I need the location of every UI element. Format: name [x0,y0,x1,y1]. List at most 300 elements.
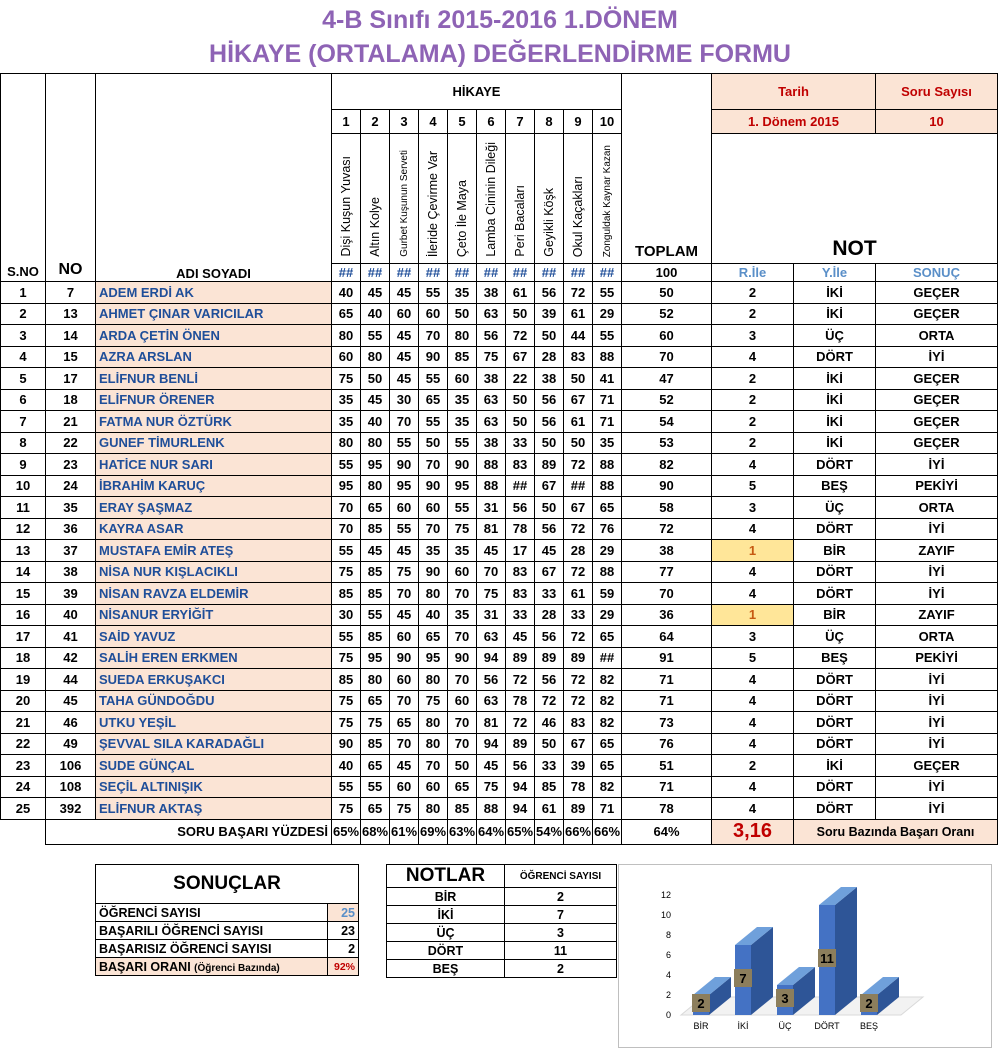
score-cell: 94 [477,647,506,669]
score-cell: 85 [535,776,564,798]
r-ile-cell: 4 [712,798,794,820]
r-ile-cell: 2 [712,432,794,454]
no-cell: 24 [46,475,96,497]
question-number: 9 [564,110,593,134]
score-cell: 65 [448,776,477,798]
score-cell: 50 [506,389,535,411]
chart-svg [619,865,991,1047]
toplam-cell: 71 [622,669,712,691]
score-cell: 28 [535,346,564,368]
name-cell: SUDE GÜNÇAL [96,755,332,777]
score-cell: 65 [593,755,622,777]
sno-cell: 24 [1,776,46,798]
score-cell: 45 [477,755,506,777]
score-cell: 45 [477,540,506,562]
score-cell: 80 [419,669,448,691]
score-cell: 90 [448,454,477,476]
y-ile-cell: İKİ [794,755,876,777]
score-cell: 75 [332,798,361,820]
toplam-max: 100 [622,264,712,282]
score-cell: ## [564,475,593,497]
y-ile-cell: ÜÇ [794,626,876,648]
max-mark: ## [564,264,593,282]
score-cell: ## [593,647,622,669]
name-cell: HATİCE NUR SARI [96,454,332,476]
toplam-cell: 76 [622,733,712,755]
score-cell: 28 [535,604,564,626]
sonuc-cell: İYİ [876,712,998,734]
score-cell: 85 [361,583,390,605]
score-cell: 45 [390,755,419,777]
story-title: Dişi Kuşun Yuvası [332,134,361,264]
page-subtitle: HİKAYE (ORTALAMA) DEĞERLENDİRME FORMU [209,40,791,68]
score-cell: 72 [506,712,535,734]
score-cell: 95 [419,647,448,669]
r-ile-cell: 4 [712,669,794,691]
score-cell: 70 [390,583,419,605]
no-cell: 46 [46,712,96,734]
score-cell: 75 [390,561,419,583]
y-ile-cell: ÜÇ [794,497,876,519]
no-cell: 13 [46,303,96,325]
score-cell: 95 [361,647,390,669]
score-cell: 85 [448,346,477,368]
score-cell: 60 [448,561,477,583]
max-mark: ## [535,264,564,282]
y-ile-cell: İKİ [794,411,876,433]
table-row [1,411,998,433]
sno-cell: 15 [1,583,46,605]
story-title: Peri Bacaları [506,134,535,264]
score-cell: 75 [477,583,506,605]
score-cell: 88 [477,475,506,497]
score-cell: 85 [332,583,361,605]
score-cell: 81 [477,712,506,734]
score-cell: 50 [506,303,535,325]
ogrenci-sayisi-label: ÖĞRENCİ SAYISI [96,904,328,922]
sno-cell: 18 [1,647,46,669]
sonuc-cell: GEÇER [876,389,998,411]
name-cell: NİSA NUR KIŞLACIKLI [96,561,332,583]
toplam-cell: 91 [622,647,712,669]
score-cell: 70 [332,497,361,519]
notlar-row [387,960,617,978]
score-cell: 65 [593,497,622,519]
name-cell: ARDA ÇETİN ÖNEN [96,325,332,347]
score-cell: 75 [332,561,361,583]
score-cell: 33 [506,432,535,454]
score-cell: 70 [419,755,448,777]
score-cell: 67 [535,475,564,497]
score-cell: 55 [390,432,419,454]
score-cell: 80 [332,432,361,454]
question-number: 3 [390,110,419,134]
score-cell: 67 [564,497,593,519]
toplam-cell: 82 [622,454,712,476]
y-tick-label: 8 [665,930,671,940]
score-cell: 33 [506,604,535,626]
story-title: İleride Çevirme Var [419,134,448,264]
score-cell: 33 [535,583,564,605]
score-cell: 60 [390,669,419,691]
score-cell: 88 [593,561,622,583]
score-cell: 45 [535,540,564,562]
no-cell: 37 [46,540,96,562]
r-ile-cell: 2 [712,303,794,325]
score-cell: 75 [361,712,390,734]
data-label: 11 [820,951,834,966]
score-cell: 94 [506,776,535,798]
toplam-cell: 71 [622,776,712,798]
question-number: 7 [506,110,535,134]
tarih-value: 1. Dönem 2015 [712,110,876,134]
score-cell: 50 [564,368,593,390]
table-row [1,647,998,669]
table-row [1,626,998,648]
sonuc-cell: İYİ [876,690,998,712]
score-cell: 75 [390,798,419,820]
story-title: Gurbet Kuşunun Serveti [390,134,419,264]
score-cell: 30 [332,604,361,626]
score-cell: 63 [477,690,506,712]
score-cell: 55 [332,626,361,648]
story-title: Zonguldak Kaynar Kazan [593,134,622,264]
no-cell: 41 [46,626,96,648]
score-cell: 80 [448,325,477,347]
notlar-label: BEŞ [387,960,505,978]
sno-cell: 20 [1,690,46,712]
y-ile-cell: DÖRT [794,561,876,583]
score-cell: 38 [477,368,506,390]
score-cell: 78 [506,518,535,540]
score-cell: 45 [390,346,419,368]
score-cell: 75 [332,368,361,390]
y-ile-cell: İKİ [794,282,876,304]
score-cell: 35 [332,411,361,433]
basarili-label: BAŞARILI ÖĞRENCİ SAYISI [96,922,328,940]
no-cell: 15 [46,346,96,368]
question-number: 2 [361,110,390,134]
toplam-cell: 77 [622,561,712,583]
basarisiz-label: BAŞARISIZ ÖĞRENCİ SAYISI [96,940,328,958]
sonuc-cell: PEKİYİ [876,475,998,497]
notlar-row [387,924,617,942]
score-cell: 60 [390,303,419,325]
sonuc-cell: İYİ [876,776,998,798]
score-cell: 55 [419,368,448,390]
story-title: Çeto İle Maya [448,134,477,264]
no-cell: 14 [46,325,96,347]
score-cell: 83 [506,561,535,583]
question-number: 5 [448,110,477,134]
score-cell: 29 [593,604,622,626]
score-cell: 89 [564,798,593,820]
table-row [1,561,998,583]
sonuc-cell: GEÇER [876,411,998,433]
score-cell: 55 [593,325,622,347]
score-cell: 80 [419,712,448,734]
table-row [1,497,998,519]
toplam-cell: 58 [622,497,712,519]
y-ile-cell: İKİ [794,432,876,454]
no-cell: 42 [46,647,96,669]
score-cell: 50 [419,432,448,454]
score-cell: 70 [419,325,448,347]
no-cell: 35 [46,497,96,519]
score-cell: 60 [390,776,419,798]
score-cell: 60 [419,497,448,519]
score-cell: 70 [448,669,477,691]
score-cell: 60 [448,368,477,390]
name-cell: UTKU YEŞİL [96,712,332,734]
sonuc-cell: ORTA [876,626,998,648]
name-cell: İBRAHİM KARUÇ [96,475,332,497]
data-label: 3 [781,991,789,1006]
sonuc-cell: PEKİYİ [876,647,998,669]
score-cell: 65 [419,389,448,411]
notlar-table [386,864,617,978]
x-tick-label: DÖRT [814,1021,840,1031]
y-ile-cell: DÖRT [794,454,876,476]
sonuc-cell: ORTA [876,325,998,347]
score-cell: 70 [390,690,419,712]
table-row [1,712,998,734]
no-cell: 38 [46,561,96,583]
score-cell: 50 [448,755,477,777]
table-row [1,475,998,497]
sno-cell: 6 [1,389,46,411]
average-label: Soru Bazında Başarı Oranı [794,819,998,844]
sno-header: S.NO [1,74,46,282]
soru-sayisi-label: Soru Sayısı [876,74,998,110]
r-ile-cell: 3 [712,497,794,519]
toplam-cell: 36 [622,604,712,626]
score-cell: 85 [361,518,390,540]
no-cell: 36 [46,518,96,540]
y-ile-cell: DÖRT [794,798,876,820]
score-cell: 45 [390,282,419,304]
name-cell: TAHA GÜNDOĞDU [96,690,332,712]
table-row [1,776,998,798]
score-cell: 90 [419,346,448,368]
x-tick-label: ÜÇ [778,1021,792,1031]
score-cell: 89 [564,647,593,669]
y-tick-label: 2 [665,990,671,1000]
score-cell: 40 [361,303,390,325]
score-cell: 56 [477,669,506,691]
r-ile-cell: 3 [712,626,794,648]
score-cell: 55 [332,540,361,562]
average-grade: 3,16 [712,819,794,844]
sno-cell: 25 [1,798,46,820]
y-ile-cell: DÖRT [794,583,876,605]
toplam-cell: 78 [622,798,712,820]
table-row [1,303,998,325]
score-cell: 63 [477,626,506,648]
score-cell: 88 [477,798,506,820]
score-cell: 80 [361,669,390,691]
score-cell: 55 [332,454,361,476]
r-ile-cell: 2 [712,389,794,411]
toplam-cell: 90 [622,475,712,497]
score-cell: 70 [332,518,361,540]
score-cell: 85 [332,669,361,691]
score-cell: 50 [448,303,477,325]
score-cell: 55 [390,518,419,540]
question-percent: 61% [390,819,419,844]
question-number: 4 [419,110,448,134]
score-cell: 45 [361,389,390,411]
score-cell: 90 [390,454,419,476]
notlar-label: DÖRT [387,942,505,960]
y-ile-cell: İKİ [794,368,876,390]
basarili-value: 23 [328,922,359,940]
no-cell: 22 [46,432,96,454]
score-cell: 44 [564,325,593,347]
score-cell: 38 [477,432,506,454]
score-cell: 67 [564,733,593,755]
notlar-value: 2 [505,960,617,978]
score-cell: 60 [448,690,477,712]
score-cell: 61 [564,303,593,325]
score-cell: 56 [535,669,564,691]
sno-cell: 19 [1,669,46,691]
score-cell: 29 [593,540,622,562]
score-cell: 80 [361,346,390,368]
score-cell: 70 [448,712,477,734]
score-cell: 61 [564,411,593,433]
score-cell: 56 [535,282,564,304]
score-cell: 65 [361,798,390,820]
sno-cell: 9 [1,454,46,476]
name-cell: ELİFNUR BENLİ [96,368,332,390]
score-cell: 35 [419,540,448,562]
no-cell: 18 [46,389,96,411]
r-ile-cell: 1 [712,604,794,626]
sonuc-cell: İYİ [876,798,998,820]
soru-basari-label: SORU BAŞARI YÜZDESİ [46,819,332,844]
name-cell: ERAY ŞAŞMAZ [96,497,332,519]
y-ile-cell: DÖRT [794,518,876,540]
sonuc-cell: ORTA [876,497,998,519]
score-cell: 56 [506,497,535,519]
score-cell: 45 [361,282,390,304]
score-cell: 28 [564,540,593,562]
score-cell: 75 [477,346,506,368]
score-cell: 67 [535,561,564,583]
score-cell: 76 [593,518,622,540]
score-cell: 70 [448,626,477,648]
score-cell: 71 [593,389,622,411]
no-cell: 17 [46,368,96,390]
r-ile-cell: 4 [712,518,794,540]
score-cell: 71 [593,798,622,820]
y-tick-label: 0 [665,1010,671,1020]
data-label: 2 [697,996,705,1011]
question-percent: 64% [477,819,506,844]
score-cell: 55 [448,432,477,454]
question-percent: 65% [506,819,535,844]
score-cell: 88 [477,454,506,476]
score-cell: 90 [419,475,448,497]
score-cell: 80 [419,733,448,755]
y-ile-cell: BİR [794,604,876,626]
score-cell: 50 [535,497,564,519]
score-cell: 65 [361,690,390,712]
score-cell: 67 [506,346,535,368]
score-cell: 89 [506,733,535,755]
sonuc-cell: İYİ [876,561,998,583]
question-number: 10 [593,110,622,134]
question-percent: 54% [535,819,564,844]
score-cell: 75 [332,712,361,734]
score-cell: 83 [506,454,535,476]
score-cell: 22 [506,368,535,390]
score-cell: 31 [477,497,506,519]
notlar-row [387,888,617,906]
notlar-row [387,906,617,924]
score-cell: 95 [390,475,419,497]
ogrenci-sayisi-value: 25 [328,904,359,922]
score-cell: 65 [419,626,448,648]
score-cell: 60 [390,497,419,519]
score-cell: 56 [506,755,535,777]
notlar-value: 7 [505,906,617,924]
y-ile-cell: İKİ [794,303,876,325]
question-percent: 69% [419,819,448,844]
score-cell: 83 [564,712,593,734]
max-mark: ## [506,264,535,282]
r-ile-cell: 5 [712,647,794,669]
adi-soyadi-header: ADI SOYADI [96,74,332,282]
question-percent: 66% [564,819,593,844]
score-cell: 82 [593,776,622,798]
x-tick-label: BEŞ [859,1021,879,1031]
table-row [1,518,998,540]
toplam-cell: 38 [622,540,712,562]
toplam-cell: 72 [622,518,712,540]
score-cell: 80 [332,325,361,347]
grades-table [0,73,998,845]
score-cell: 40 [361,411,390,433]
table-row [1,755,998,777]
toplam-header: TOPLAM [622,74,712,264]
score-cell: 80 [361,475,390,497]
data-label: 7 [739,971,747,986]
soru-sayisi-value: 10 [876,110,998,134]
score-cell: 72 [564,282,593,304]
no-cell: 39 [46,583,96,605]
story-title: Altın Kolye [361,134,390,264]
table-row [1,325,998,347]
name-cell: ELİFNUR AKTAŞ [96,798,332,820]
score-cell: 56 [535,626,564,648]
x-tick-label: BİR [693,1021,709,1031]
score-cell: 83 [564,346,593,368]
toplam-cell: 52 [622,303,712,325]
notlar-col2: ÖĞRENCİ SAYISI [505,865,617,888]
score-cell: 65 [361,755,390,777]
score-cell: 55 [361,325,390,347]
sno-cell: 21 [1,712,46,734]
notlar-value: 3 [505,924,617,942]
sno-cell: 1 [1,282,46,304]
score-cell: 33 [535,755,564,777]
score-cell: 70 [419,454,448,476]
max-mark: ## [477,264,506,282]
score-cell: 72 [564,626,593,648]
score-cell: 35 [448,604,477,626]
